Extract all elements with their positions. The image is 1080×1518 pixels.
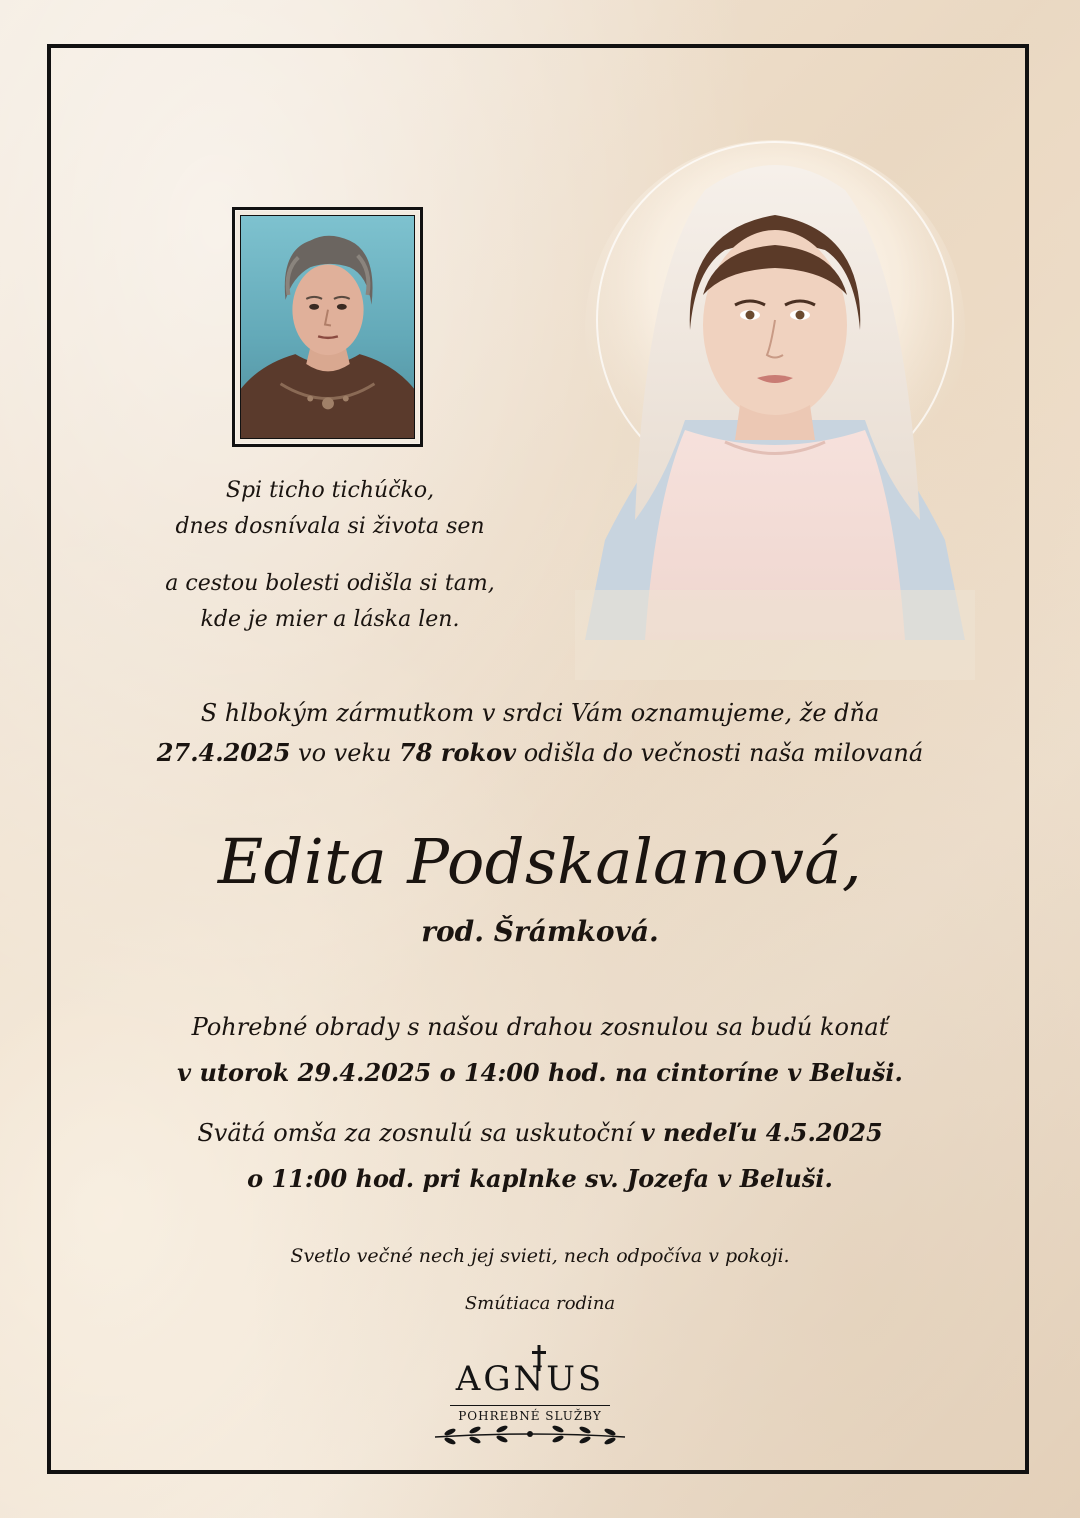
olive-branch-icon [430, 1425, 630, 1447]
funeral-info [47, 1004, 1033, 1096]
logo-name: AGNUS [455, 1359, 605, 1399]
funeral-line-1: Pohrebné obrady s našou drahou zosnulou sa budú konať [191, 1013, 889, 1041]
poem-stanza-2 [130, 566, 530, 638]
age: 78 rokov [399, 738, 517, 767]
agnus-logo [420, 1345, 640, 1450]
family-signature: Smútiaca rodina [464, 1293, 616, 1314]
announcement-line-2-rest: odišla do večnosti naša milovaná [523, 739, 924, 767]
announcement-line-1: S hlbokým zármutkom v srdci Vám oznamujeme, že dňa [200, 699, 880, 727]
madonna-image [575, 120, 975, 680]
mass-line-1-prefix: Svätá omša za zosnulú sa uskutoční [197, 1119, 634, 1147]
mass-line-1 [47, 1110, 1033, 1156]
death-date: 27.4.2025 [156, 738, 291, 767]
mass-date: v nedeľu 4.5.2025 [640, 1118, 883, 1147]
announcement-line-2 [47, 733, 1033, 773]
portrait-photo [240, 215, 415, 439]
mass-line-2: o 11:00 hod. pri kaplnke sv. Jozefa v Beluši. [247, 1164, 833, 1193]
poem-line: a cestou bolesti odišla si tam, [165, 571, 495, 596]
portrait-photo-frame [232, 207, 423, 447]
poem-stanza-1 [130, 473, 530, 545]
deceased-name: Edita Podskalanová, [217, 825, 863, 898]
age-prefix: vo veku [298, 739, 392, 767]
funeral-line-2: v utorok 29.4.2025 o 14:00 hod. na cintoríne v Beluši. [177, 1058, 903, 1087]
mass-info [47, 1110, 1033, 1202]
closing-prayer: Svetlo večné nech jej svieti, nech odpočíva v pokoji. [290, 1245, 790, 1267]
poem-line: kde je mier a láska len. [200, 607, 460, 632]
logo-subtitle: POHREBNÉ SLUŽBY [450, 1405, 610, 1423]
maiden-name: rod. Šrámková. [421, 915, 659, 948]
poem-line: Spi ticho tichúčko, [225, 478, 435, 503]
poem-line: dnes dosnívala si života sen [175, 514, 485, 539]
announcement [47, 693, 1033, 773]
